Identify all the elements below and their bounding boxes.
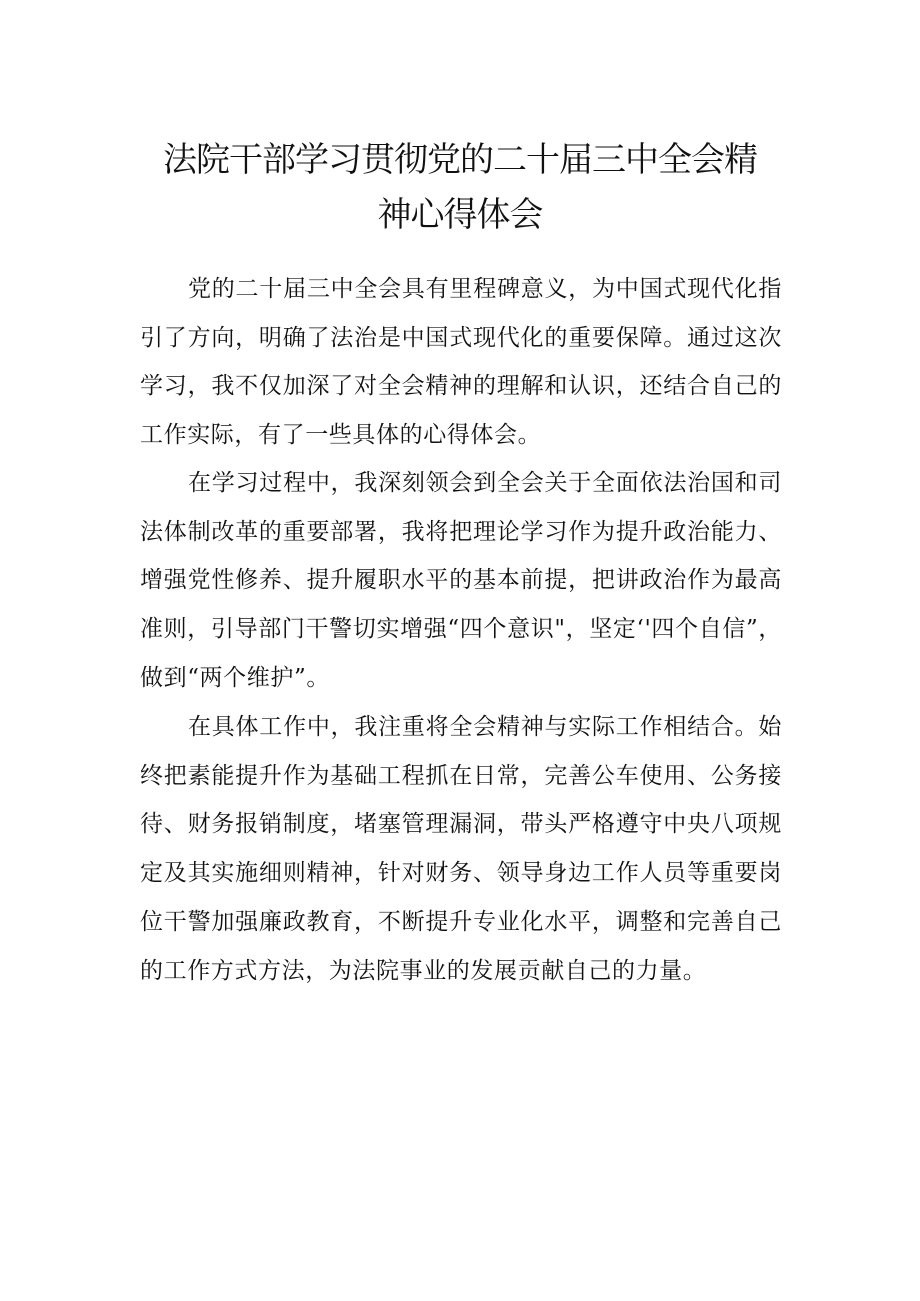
- document-title-line-1: 法院干部学习贯彻党的二十届三中全会精: [163, 140, 757, 180]
- paragraph-1: 党的二十届三中全会具有里程碑意义，为中国式现代化指引了方向，明确了法治是中国式现代化的重要保障。通过这次学习，我不仅加深了对全会精神的理解和认识，还结合自己的工作实际，有了一些具体的心得体会。: [140, 276, 782, 449]
- paragraph-3: 在具体工作中，我注重将全会精神与实际工作相结合。始终把素能提升作为基础工程抓在日常，完善公车使用、公务接待、财务报销制度，堵塞管理漏洞，带头严格遵守中央八项规定及其实施细则精神，针对财务、领导身边工作人员等重要岗位干警加强廉政教育，不断提升专业化水平，调整和完善自己的工作方式方法，为法院事业的发展贡献自己的力量。: [140, 714, 782, 984]
- document-title-line-2: 神心得体会: [377, 195, 543, 235]
- paragraph-2: 在学习过程中，我深刻领会到全会关于全面依法治国和司法体制改革的重要部署，我将把理论学习作为提升政治能力、增强党性修养、提升履职水平的基本前提，把讲政治作为最高准则，引导部门干警切实增强“四个意识"，坚定‘'四个自信”，做到“两个维护”。: [140, 470, 782, 691]
